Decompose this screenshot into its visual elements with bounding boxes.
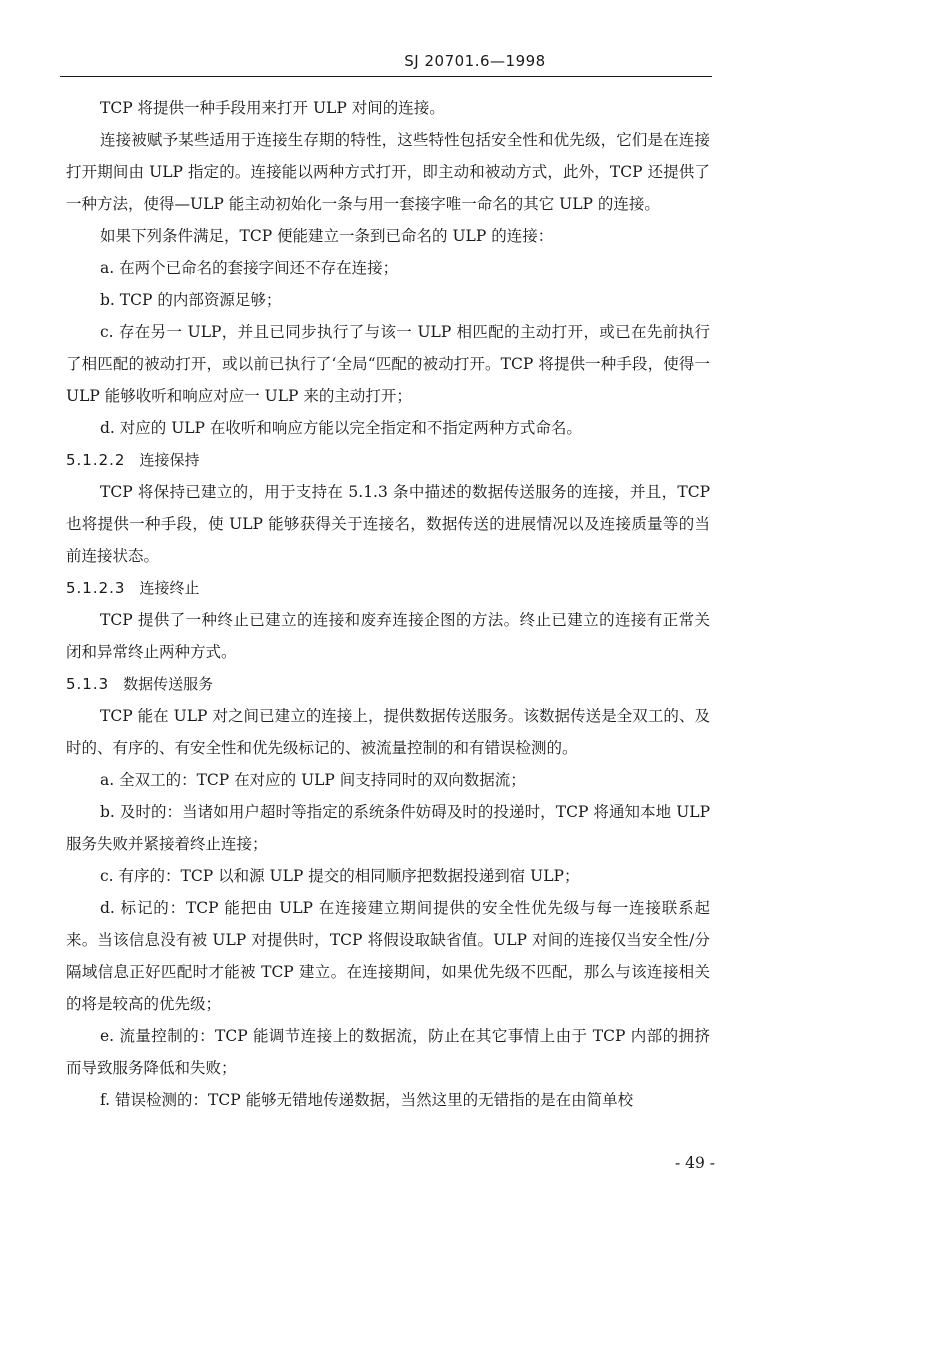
section-number: 5.1.2.2 bbox=[66, 451, 126, 469]
paragraph: 如果下列条件满足，TCP 便能建立一条到已命名的 ULP 的连接： bbox=[100, 227, 554, 245]
paragraph: 连接被赋予某些适用于连接生存期的特性，这些特性包括安全性和优先级，它们是在连接打开期间由 ULP 指定的。连接能以两种方式打开，即主动和被动方式，此外，TCP 还提供了一种方法，使得—ULP 能主动初始化一条与用一套接字唯一命名的其它 ULP 的连接。 bbox=[66, 131, 710, 213]
list-item: b. TCP 的内部资源足够； bbox=[100, 291, 282, 309]
section-number: 5.1.3 bbox=[66, 675, 110, 693]
document-body bbox=[66, 92, 710, 1116]
section-title: 连接保持 bbox=[139, 451, 200, 469]
paragraph: TCP 将提供一种手段用来打开 ULP 对间的连接。 bbox=[100, 99, 445, 117]
list-item: c. 存在另一 ULP，并且已同步执行了与该一 ULP 相匹配的主动打开，或已在先前执行了相匹配的被动打开，或以前已执行了‘全局“匹配的被动打开。TCP 将提供一种手段，使得一 ULP 能够收听和响应对应一 ULP 来的主动打开； bbox=[66, 323, 710, 405]
list-item: a. 在两个已命名的套接字间还不存在连接； bbox=[100, 259, 399, 277]
section-heading bbox=[66, 668, 710, 700]
section-title: 连接终止 bbox=[139, 579, 200, 597]
paragraph: TCP 将保持已建立的，用于支持在 5.1.3 条中描述的数据传送服务的连接，并且，TCP 也将提供一种手段，使 ULP 能够获得关于连接名，数据传送的进展情况以及连接质量等的当前连接状态。 bbox=[66, 483, 710, 565]
paragraph: TCP 提供了一种终止已建立的连接和废弃连接企图的方法。终止已建立的连接有正常关闭和异常终止两种方式。 bbox=[66, 611, 710, 661]
list-item: b. 及时的：当诸如用户超时等指定的系统条件妨碍及时的投递时，TCP 将通知本地 ULP 服务失败并紧接着终止连接； bbox=[66, 803, 710, 853]
section-heading bbox=[66, 572, 710, 604]
paragraph: TCP 能在 ULP 对之间已建立的连接上，提供数据传送服务。该数据传送是全双工的、及时的、有序的、有安全性和优先级标记的、被流量控制的和有错误检测的。 bbox=[66, 707, 710, 757]
list-item: e. 流量控制的：TCP 能调节连接上的数据流，防止在其它事情上由于 TCP 内部的拥挤而导致服务降低和失败； bbox=[66, 1027, 710, 1077]
list-item: a. 全双工的：TCP 在对应的 ULP 间支持同时的双向数据流； bbox=[100, 771, 526, 789]
section-title: 数据传送服务 bbox=[123, 675, 214, 693]
section-number: 5.1.2.3 bbox=[66, 579, 126, 597]
list-item: d. 标记的：TCP 能把由 ULP 在连接建立期间提供的安全性优先级与每一连接联系起来。当该信息没有被 ULP 对提供时，TCP 将假设取缺省值。ULP 对间的连接仅当安全性/分隔域信息正好匹配时才能被 TCP 建立。在连接期间，如果优先级不匹配，那么与该连接相关的将是较高的优先级； bbox=[66, 899, 710, 1013]
list-item: d. 对应的 ULP 在收听和响应方能以完全指定和不指定两种方式命名。 bbox=[100, 419, 582, 437]
section-heading bbox=[66, 444, 710, 476]
header-rule bbox=[60, 76, 712, 77]
list-item: c. 有序的：TCP 以和源 ULP 提交的相同顺序把数据投递到宿 ULP； bbox=[100, 867, 580, 885]
list-item: f. 错误检测的：TCP 能够无错地传递数据，当然这里的无错指的是在由简单校 bbox=[100, 1091, 634, 1109]
page-number: - 49 - bbox=[674, 1154, 715, 1172]
standard-header: SJ 20701.6—1998 bbox=[404, 52, 546, 70]
